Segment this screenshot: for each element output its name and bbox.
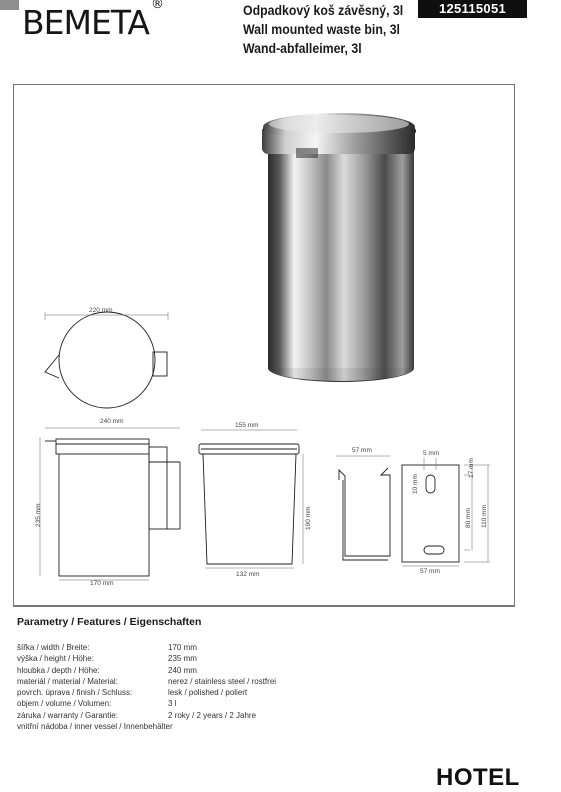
registered-mark: ®: [150, 0, 163, 12]
feature-value: nerez / stainless steel / rostfrei: [168, 676, 277, 686]
feature-value: 170 mm: [168, 643, 197, 652]
bracket-side-drawing: [336, 456, 390, 560]
category-label: HOTEL: [436, 764, 520, 791]
feature-label: povrch. úprava / finish / Schluss:: [17, 688, 133, 698]
dim-plate-width: 57 mm: [420, 568, 440, 575]
features-heading: Parametry / Features / Eigenschaften: [17, 616, 202, 628]
dim-plate-slot-width: 5 mm: [423, 450, 440, 457]
feature-value: 240 mm: [168, 665, 197, 675]
feature-value: 235 mm: [168, 654, 197, 664]
top-view-drawing: [45, 312, 168, 408]
title-english: Wall mounted waste bin, 3l: [243, 21, 400, 37]
section-divider: [13, 605, 515, 606]
product-code: 125115051: [418, 0, 527, 18]
dim-side-width-top: 155 mm: [235, 422, 259, 429]
title-czech: Odpadkový koš závěsný, 3l: [243, 2, 404, 18]
dim-plate-slot-height: 10 mm: [412, 474, 419, 494]
feature-label: vnitřní nádoba / inner vessel / Innenbehälter: [17, 722, 173, 732]
feature-label: hloubka / depth / Höhe:: [17, 665, 100, 675]
dim-plate-hole-spacing: 80 mm: [465, 508, 472, 528]
feature-label: objem / volume / Volumen:: [17, 699, 112, 709]
brand-name: BEMETA: [22, 3, 149, 42]
dim-bracket-depth: 57 mm: [352, 447, 372, 454]
dim-plate-height: 110 mm: [481, 505, 488, 528]
dim-top-diameter: 220 mm: [89, 307, 113, 314]
dim-front-width-bottom: 170 mm: [90, 580, 114, 587]
feature-label: záruka / warranty / Garantie:: [17, 710, 118, 720]
front-view-drawing: [40, 428, 180, 580]
side-view-drawing: [199, 430, 303, 568]
feature-label: materiál / material / Material:: [17, 676, 118, 686]
feature-value: 2 roky / 2 years / 2 Jahre: [168, 710, 257, 720]
feature-value: 3 l: [168, 699, 177, 709]
dim-side-width-bottom: 132 mm: [236, 571, 260, 578]
product-photo: [262, 113, 416, 382]
dim-front-width-top: 240 mm: [100, 418, 124, 425]
dim-front-height: 235 mm: [35, 503, 42, 527]
title-german: Wand-abfalleimer, 3l: [243, 40, 362, 56]
feature-value: lesk / polished / poliert: [168, 688, 248, 698]
feature-label: šířka / width / Breite:: [17, 643, 90, 652]
dim-plate-top-offset: 17 mm: [468, 458, 475, 478]
feature-label: výška / height / Höhe:: [17, 654, 94, 664]
dim-side-height: 190 mm: [305, 506, 312, 530]
